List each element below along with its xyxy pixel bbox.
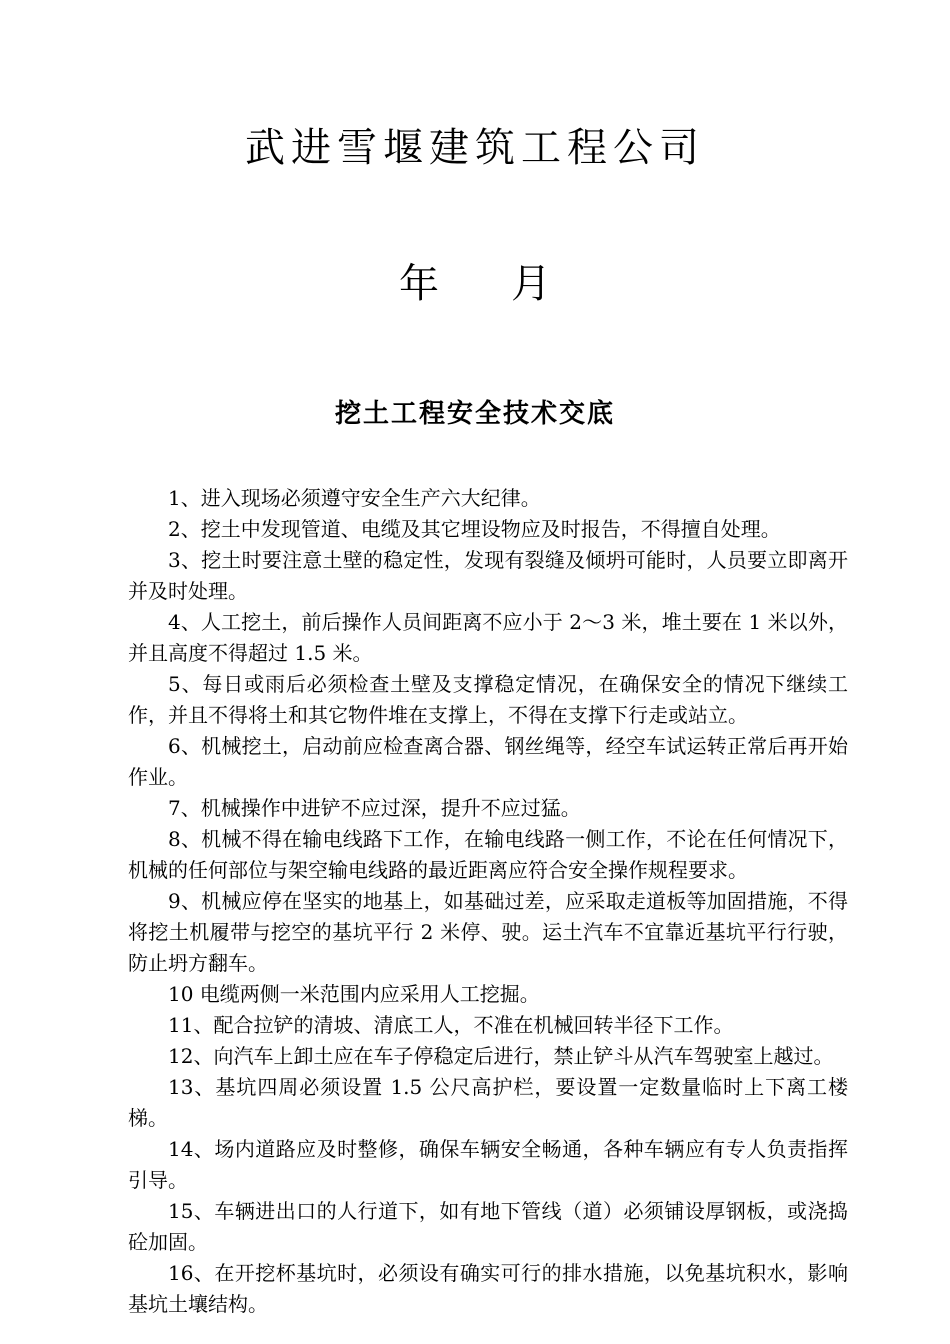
year-label: 年 bbox=[399, 261, 439, 307]
month-label: 月 bbox=[511, 261, 551, 307]
safety-item-list bbox=[128, 483, 848, 1320]
list-item: 15、车辆进出口的人行道下，如有地下管线（道）必须铺设厚钢板，或浇捣砼加固。 bbox=[128, 1199, 848, 1254]
list-item: 16、在开挖杯基坑时，必须设有确实可行的排水措施，以免基坑积水，影响基坑土壤结构。 bbox=[128, 1261, 848, 1316]
list-item: 8、机械不得在输电线路下工作，在输电线路一侧工作，不论在任何情况下，机械的任何部位与架空输电线路的最近距离应符合安全操作规程要求。 bbox=[128, 827, 848, 882]
date-line bbox=[0, 254, 950, 314]
list-item: 11、配合拉铲的清坡、清底工人，不准在机械回转半径下工作。 bbox=[168, 1013, 734, 1037]
list-item: 3、挖土时要注意土壁的稳定性，发现有裂缝及倾坍可能时，人员要立即离开并及时处理。 bbox=[128, 548, 848, 603]
list-item: 14、场内道路应及时整修，确保车辆安全畅通，各种车辆应有专人负责指挥引导。 bbox=[128, 1137, 848, 1192]
list-item: 10 电缆两侧一米范围内应采用人工挖掘。 bbox=[168, 982, 540, 1006]
list-item: 1、进入现场必须遵守安全生产六大纪律。 bbox=[168, 486, 541, 510]
list-item: 5、每日或雨后必须检查土壁及支撑稳定情况，在确保安全的情况下继续工作，并且不得将土和其它物件堆在支撑上，不得在支撑下行走或站立。 bbox=[128, 672, 848, 727]
company-name: 武进雪堰建筑工程公司 bbox=[245, 125, 705, 171]
list-item: 7、机械操作中进铲不应过深，提升不应过猛。 bbox=[168, 796, 581, 820]
list-item: 4、人工挖土，前后操作人员间距离不应小于 2～3 米，堆土要在 1 米以外，并且高度不得超过 1.5 米。 bbox=[128, 610, 848, 665]
list-item: 9、机械应停在坚实的地基上，如基础过差，应采取走道板等加固措施，不得将挖土机履带与挖空的基坑平行 2 米停、驶。运土汽车不宜靠近基坑平行行驶，防止坍方翻车。 bbox=[128, 889, 848, 975]
document-title: 挖土工程安全技术交底 bbox=[334, 399, 615, 429]
list-item: 12、向汽车上卸土应在车子停稳定后进行，禁止铲斗从汽车驾驶室上越过。 bbox=[168, 1044, 834, 1068]
list-item: 2、挖土中发现管道、电缆及其它埋设物应及时报告，不得擅自处理。 bbox=[168, 517, 781, 541]
list-item: 13、基坑四周必须设置 1.5 公尺高护栏，要设置一定数量临时上下离工楼梯。 bbox=[128, 1075, 848, 1130]
list-item: 6、机械挖土，启动前应检查离合器、钢丝绳等，经空车试运转正常后再开始作业。 bbox=[128, 734, 848, 789]
